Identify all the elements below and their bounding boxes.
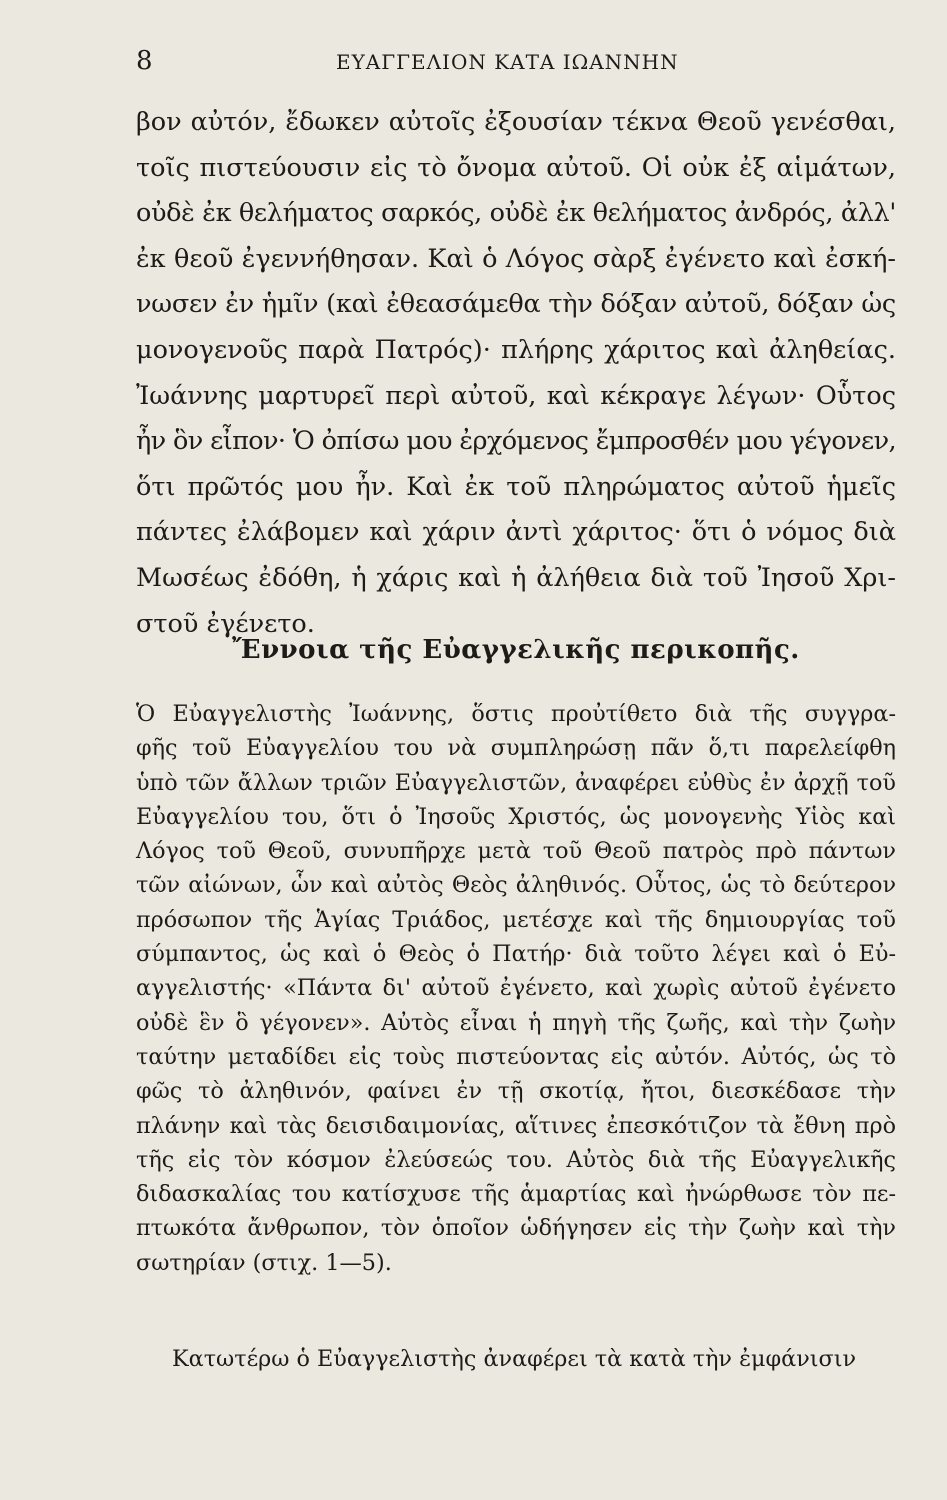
commentary-line: ταύτην μεταδίδει εἰς τοὺς πιστεύοντας εἰς αὐτόν. Αὐτός, ὡς τὸ bbox=[136, 1043, 896, 1070]
scripture-line: ὅτι πρῶτός μου ἦν. Καὶ ἐκ τοῦ πληρώματος αὐτοῦ ἡμεῖς bbox=[136, 471, 896, 502]
commentary-line: οὐδὲ ἓν ὃ γέγονεν». Αὐτὸς εἶναι ἡ πηγὴ τῆς ζωῆς, καὶ τὴν ζωὴν bbox=[136, 1009, 896, 1036]
scripture-line: μονογενοῦς παρὰ Πατρός)· πλήρης χάριτος καὶ ἀληθείας. bbox=[136, 334, 896, 365]
commentary-text bbox=[136, 697, 896, 1280]
commentary-line: Ὁ Εὐαγγελιστὴς Ἰωάννης, ὅστις προὐτίθετο διὰ τῆς συγγρα- bbox=[136, 701, 896, 727]
scripture-line: στοῦ ἐγένετο. bbox=[136, 608, 315, 639]
section-heading: Ἔννοια τῆς Εὐαγγελικῆς περικοπῆς. bbox=[232, 635, 800, 665]
commentary-line: σωτηρίαν (στιχ. 1—5). bbox=[136, 1249, 392, 1276]
scripture-line: οὐδὲ ἐκ θελήματος σαρκός, οὐδὲ ἐκ θελήματος ἀνδρός, ἀλλ' bbox=[136, 198, 896, 229]
commentary-line: φῆς τοῦ Εὐαγγελίου του νὰ συμπληρώσῃ πᾶν ὅ,τι παρελείφθη bbox=[136, 735, 896, 762]
commentary-line: ὑπὸ τῶν ἄλλων τριῶν Εὐαγγελιστῶν, ἀναφέρει εὐθὺς ἐν ἀρχῇ τοῦ bbox=[136, 769, 896, 796]
scripture-line: ἦν ὃν εἶπον· Ὁ ὀπίσω μου ἐρχόμενος ἔμπροσθέν μου γέγονεν, bbox=[136, 426, 896, 457]
commentary-line: πτωκότα ἄνθρωπον, τὸν ὁποῖον ὡδήγησεν εἰς τὴν ζωὴν καὶ τὴν bbox=[136, 1215, 896, 1242]
scripture-text bbox=[136, 100, 896, 647]
page-number: 8 bbox=[136, 46, 153, 76]
commentary-line: αγγελιστής· «Πάντα δι' αὐτοῦ ἐγένετο, καὶ χωρὶς αὐτοῦ ἐγένετο bbox=[136, 975, 896, 1002]
commentary-line: τῆς εἰς τὸν κόσμον ἐλεύσεώς του. Αὐτὸς διὰ τῆς Εὐαγγελικῆς bbox=[136, 1146, 896, 1173]
commentary-line: σύμπαντος, ὡς καὶ ὁ Θεὸς ὁ Πατήρ· διὰ τοῦτο λέγει καὶ ὁ Εὐ- bbox=[136, 941, 896, 968]
commentary-line: Λόγος τοῦ Θεοῦ, συνυπῆρχε μετὰ τοῦ Θεοῦ πατρὸς πρὸ πάντων bbox=[136, 838, 896, 865]
commentary-line: πλάνην καὶ τὰς δεισιδαιμονίας, αἵτινες ἐπεσκότιζον τὰ ἔθνη πρὸ bbox=[136, 1112, 896, 1139]
commentary-line: πρόσωπον τῆς Ἁγίας Τριάδος, μετέσχε καὶ τῆς δημιουργίας τοῦ bbox=[136, 906, 896, 933]
commentary-line: τῶν αἰώνων, ὧν καὶ αὐτὸς Θεὸς ἀληθινός. Οὗτος, ὡς τὸ δεύτερον bbox=[136, 872, 896, 899]
running-title: ΕΥΑΓΓΕΛΙΟΝ ΚΑΤΑ ΙΩΑΝΝΗΝ bbox=[336, 50, 679, 74]
commentary-line: διδασκαλίας του κατίσχυσε τῆς ἁμαρτίας καὶ ἠνώρθωσε τὸν πε- bbox=[136, 1181, 896, 1208]
commentary-final-line: Κατωτέρω ὁ Εὐαγγελιστὴς ἀναφέρει τὰ κατὰ τὴν ἐμφάνισιν bbox=[172, 1346, 857, 1372]
scripture-line: τοῖς πιστεύουσιν εἰς τὸ ὄνομα αὐτοῦ. Οἱ οὐκ ἐξ αἱμάτων, bbox=[136, 152, 896, 183]
scripture-line: Μωσέως ἐδόθη, ἡ χάρις καὶ ἡ ἀλήθεια διὰ τοῦ Ἰησοῦ Χρι- bbox=[136, 562, 896, 593]
scripture-line: βον αὐτόν, ἔδωκεν αὐτοῖς ἐξουσίαν τέκνα Θεοῦ γενέσθαι, bbox=[136, 107, 896, 137]
scripture-line: νωσεν ἐν ἡμῖν (καὶ ἐθεασάμεθα τὴν δόξαν αὐτοῦ, δόξαν ὡς bbox=[136, 289, 896, 320]
scripture-line: ἐκ θεοῦ ἐγεννήθησαν. Καὶ ὁ Λόγος σὰρξ ἐγένετο καὶ ἐσκή- bbox=[136, 243, 896, 274]
scripture-line: πάντες ἐλάβομεν καὶ χάριν ἀντὶ χάριτος· ὅτι ὁ νόμος διὰ bbox=[136, 517, 896, 548]
page-header bbox=[136, 44, 896, 84]
commentary-line: Εὐαγγελίου του, ὅτι ὁ Ἰησοῦς Χριστός, ὡς μονογενὴς Υἱὸς καὶ bbox=[136, 803, 896, 830]
scripture-line: Ἰωάννης μαρτυρεῖ περὶ αὐτοῦ, καὶ κέκραγε λέγων· Οὗτος bbox=[136, 380, 896, 411]
commentary-line: φῶς τὸ ἀληθινόν, φαίνει ἐν τῇ σκοτίᾳ, ἤτοι, διεσκέδασε τὴν bbox=[136, 1078, 896, 1105]
